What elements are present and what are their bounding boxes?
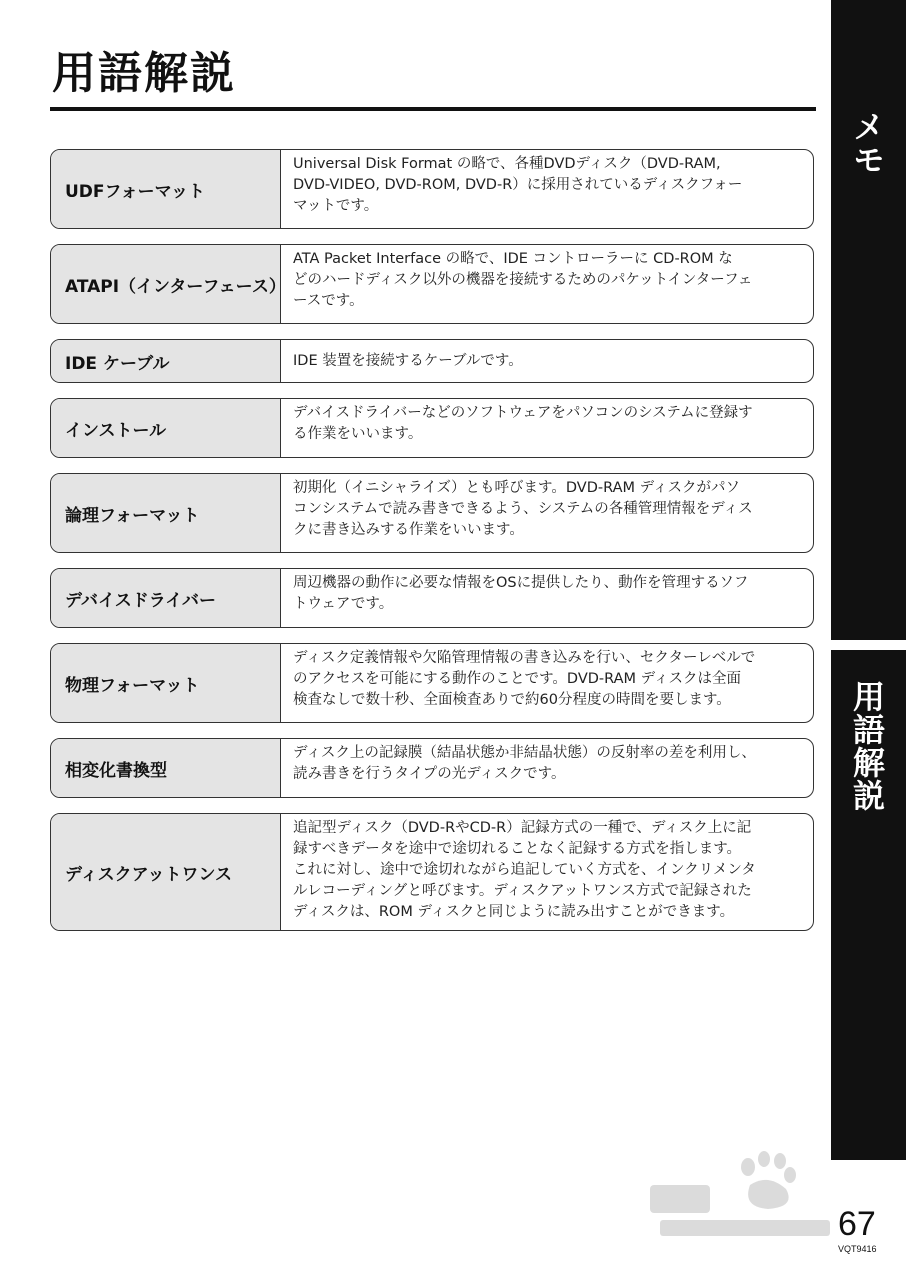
glossary-entry <box>50 813 814 931</box>
glossary-entry <box>50 339 814 383</box>
glossary-description: Universal Disk Format の略で、各種DVDディスク（DVD-RAM, DVD-VIDEO, DVD-ROM, DVD-R）に採用されているディスクフォー マットです。 <box>293 156 743 214</box>
glossary-description: 周辺機器の動作に必要な情報をOSに提供したり、動作を管理するソフ トウェアです。 <box>293 575 749 612</box>
glossary-description: 追記型ディスク（DVD-RやCD-R）記録方式の一種で、ディスク上に記 録すべきデータを途中で途切れることなく記録する方式を指します。 これに対し、途中で途切れながら追記していく方式を、インクリメンタ ルレコーディングと呼びます。ディスクアットワンス方式で記録された ディスクは、ROM ディスクと同じように読み出すことができます。 <box>293 820 756 920</box>
glossary-entry <box>50 473 814 553</box>
glossary-description: ATA Packet Interface の略で、IDE コントローラーに CD-ROM な どのハードディスク以外の機器を接続するためのパケットインターフェ ースです。 <box>293 251 753 309</box>
glossary-description: デバイスドライバーなどのソフトウェアをパソコンのシステムに登録す る作業をいいます。 <box>293 405 753 442</box>
glossary-term: デバイスドライバー <box>51 569 281 627</box>
glossary-description: ディスク定義情報や欠陥管理情報の書き込みを行い、セクターレベルで のアクセスを可能にする動作のことです。DVD-RAM ディスクは全面 検査なしで数十秒、全面検査ありで約60分程度の時間を要します。 <box>293 650 756 708</box>
glossary-term: UDFフォーマット <box>51 150 281 228</box>
glossary-entry <box>50 643 814 723</box>
glossary-entry <box>50 244 814 324</box>
page-title: 用語解説 <box>52 48 236 99</box>
watermark-logo <box>640 1145 860 1245</box>
page-number: 67 <box>838 1205 876 1243</box>
glossary-term: インストール <box>51 399 281 457</box>
model-code: VQT9416 <box>838 1244 877 1254</box>
glossary-entry <box>50 738 814 798</box>
glossary-description: 初期化（イニシャライズ）とも呼びます。DVD-RAM ディスクがパソ コンシステムで読み書きできるよう、システムの各種管理情報をディス クに書き込みする作業をいいます。 <box>293 480 753 538</box>
glossary-term: 論理フォーマット <box>51 474 281 552</box>
glossary-term: IDE ケーブル <box>51 340 281 382</box>
glossary-description: ディスク上の記録膜（結晶状態か非結晶状態）の反射率の差を利用し、 読み書きを行うタイプの光ディスクです。 <box>293 745 756 782</box>
glossary-term: ディスクアットワンス <box>51 814 281 930</box>
glossary-term: 物理フォーマット <box>51 644 281 722</box>
glossary-entry <box>50 149 814 229</box>
glossary-entry <box>50 568 814 628</box>
side-tab-glossary-label: 用語解説 <box>848 680 886 812</box>
glossary-description: IDE 装置を接続するケーブルです。 <box>293 352 523 369</box>
glossary-term: ATAPI（インターフェース） <box>51 245 281 323</box>
glossary-entry <box>50 398 814 458</box>
side-tab-memo-label: メモ <box>848 110 886 176</box>
glossary-term: 相変化書換型 <box>51 739 281 797</box>
